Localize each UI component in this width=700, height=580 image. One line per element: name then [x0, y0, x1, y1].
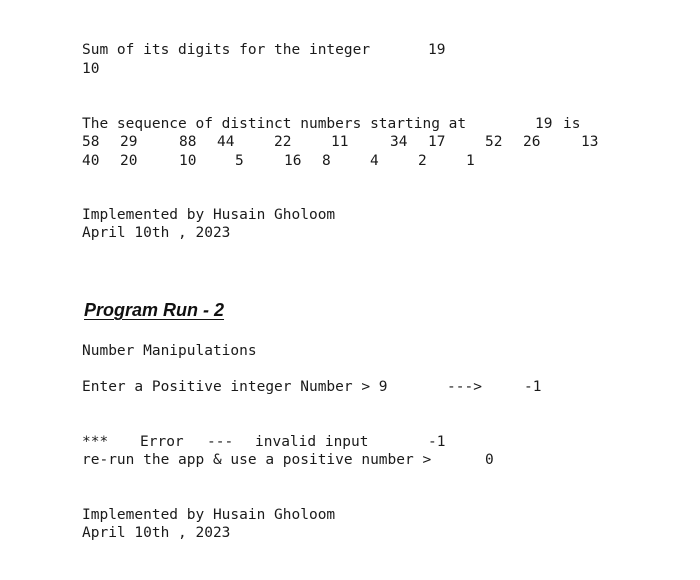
- sum-label: Sum of its digits for the integer: [82, 42, 371, 58]
- error-stars: ***: [82, 434, 109, 450]
- sequence-number: 4: [370, 153, 379, 169]
- sequence-label: The sequence of distinct numbers starting at: [82, 116, 467, 132]
- sequence-number: 40: [82, 153, 100, 169]
- sequence-number: 58: [82, 134, 100, 150]
- sequence-number: 1: [466, 153, 475, 169]
- implemented-date: April 10th , 2023: [82, 225, 231, 241]
- sequence-number: 20: [120, 153, 138, 169]
- error-word: Error: [140, 434, 184, 450]
- sum-value: 10: [82, 61, 100, 77]
- sequence-number: 5: [235, 153, 244, 169]
- sequence-start: 19: [535, 116, 553, 132]
- input-prompt: Enter a Positive integer Number > 9: [82, 379, 388, 395]
- sequence-number: 26: [523, 134, 541, 150]
- rerun-message: re-run the app & use a positive number >: [82, 452, 432, 468]
- sequence-number: 52: [485, 134, 503, 150]
- input-value: -1: [524, 379, 542, 395]
- error-dashes: ---: [207, 434, 234, 450]
- program-title: Number Manipulations: [82, 343, 257, 359]
- sequence-is: is: [563, 116, 581, 132]
- sequence-number: 8: [322, 153, 331, 169]
- error-message: invalid input: [255, 434, 369, 450]
- sequence-number: 88: [179, 134, 197, 150]
- implemented-by: Implemented by Husain Gholoom: [82, 207, 336, 223]
- sequence-number: 11: [331, 134, 349, 150]
- sequence-number: 17: [428, 134, 446, 150]
- section-heading: Program Run - 2: [84, 300, 225, 320]
- implemented-by: Implemented by Husain Gholoom: [82, 507, 336, 523]
- sequence-number: 16: [284, 153, 302, 169]
- sum-integer: 19: [428, 42, 446, 58]
- sequence-number: 29: [120, 134, 138, 150]
- sequence-number: 10: [179, 153, 197, 169]
- sequence-number: 22: [274, 134, 292, 150]
- rerun-value: 0: [485, 452, 494, 468]
- implemented-date: April 10th , 2023: [82, 525, 231, 541]
- error-value: -1: [428, 434, 446, 450]
- sequence-number: 34: [390, 134, 408, 150]
- prompt-arrow: --->: [447, 379, 482, 395]
- sequence-number: 44: [217, 134, 235, 150]
- sequence-number: 13: [581, 134, 599, 150]
- sequence-number: 2: [418, 153, 427, 169]
